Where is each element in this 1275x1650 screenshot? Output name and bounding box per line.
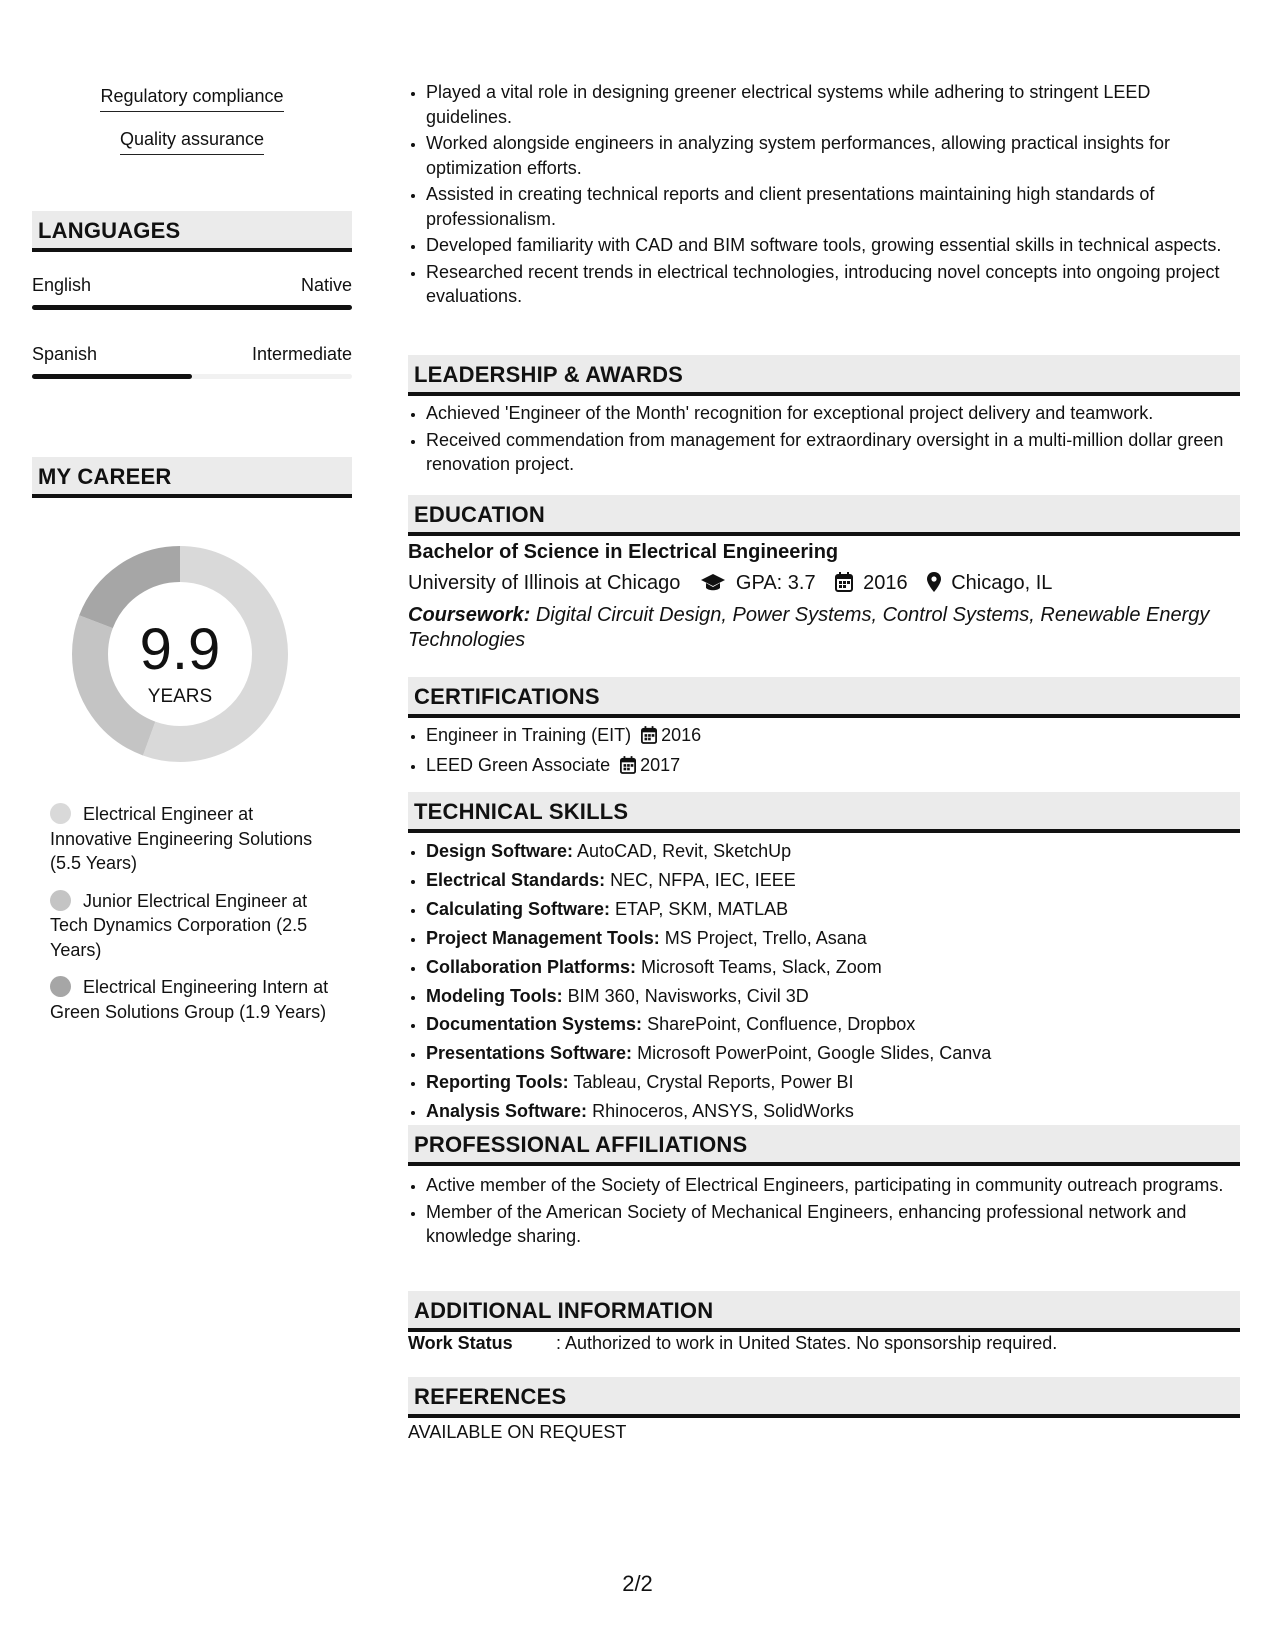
education-year: 2016 — [863, 572, 908, 594]
calendar-icon — [641, 726, 657, 751]
list-item — [426, 983, 1240, 1010]
career-item-text: Electrical Engineer at Innovative Engineering Solutions (5.5 Years) — [50, 804, 313, 873]
list-item: • Worked alongside engineers in analyzing system performances, allowing practical insights for optimization efforts. — [426, 131, 1240, 180]
skill-tag-label: Regulatory compliance — [100, 86, 283, 112]
list-item: • Assisted in creating technical reports and client presentations maintaining high standards of professionalism. — [426, 182, 1240, 231]
skill-label: Calculating Software: — [426, 898, 611, 919]
certifications-list — [408, 723, 1240, 782]
list-item — [426, 1011, 1240, 1038]
list-item — [426, 925, 1240, 952]
education-gpa: GPA: 3.7 — [735, 572, 816, 594]
education-degree: Bachelor of Science in Electrical Engineering — [408, 541, 839, 563]
career-item — [50, 889, 340, 963]
coursework-text: Digital Circuit Design, Power Systems, Control Systems, Renewable Energy Technologies — [408, 604, 1210, 651]
affiliations-heading: PROFESSIONAL AFFILIATIONS — [408, 1125, 1240, 1166]
career-item — [50, 802, 340, 876]
skill-value: NEC, NFPA, IEC, IEEE — [610, 869, 796, 890]
language-level: Intermediate — [251, 344, 352, 364]
career-total-value: 9.9 — [139, 617, 221, 682]
skill-value: MS Project, Trello, Asana — [664, 927, 867, 948]
work-status-value: : Authorized to work in United States. No sponsorship required. — [556, 1333, 1058, 1353]
skill-label: Modeling Tools: — [426, 985, 563, 1006]
references-heading: REFERENCES — [408, 1377, 1240, 1418]
skill-value: BIM 360, Navisworks, Civil 3D — [567, 985, 809, 1006]
page-number: 2/2 — [622, 1571, 653, 1596]
career-total-unit: YEARS — [147, 686, 213, 707]
work-status-label: Work Status — [408, 1333, 513, 1353]
skill-value: Microsoft PowerPoint, Google Slides, Canva — [637, 1043, 992, 1064]
legend-dot — [50, 890, 71, 911]
skill-tag-label: Quality assurance — [120, 129, 264, 155]
additional-info-heading: ADDITIONAL INFORMATION — [408, 1291, 1240, 1332]
coursework-label: Coursework: — [408, 604, 531, 626]
legend-dot — [50, 803, 71, 824]
list-item: • Received commendation from management for extraordinary oversight in a multi-million dollar green renovation project. — [426, 428, 1240, 477]
language-bar — [32, 374, 352, 379]
leadership-heading: LEADERSHIP & AWARDS — [408, 355, 1240, 396]
skill-value: Rhinoceros, ANSYS, SolidWorks — [592, 1101, 854, 1122]
language-bar-fill — [32, 374, 192, 379]
list-item: • Member of the American Society of Mechanical Engineers, enhancing professional network and knowledge sharing. — [426, 1200, 1240, 1249]
technical-skills-heading: TECHNICAL SKILLS — [408, 792, 1240, 833]
education-details — [408, 572, 1052, 598]
list-item — [426, 753, 1240, 781]
skill-label: Electrical Standards: — [426, 869, 606, 890]
list-item: • Active member of the Society of Electrical Engineers, participating in community outreach programs. — [426, 1173, 1240, 1198]
list-item: • Developed familiarity with CAD and BIM software tools, growing essential skills in technical aspects. — [426, 233, 1240, 258]
calendar-icon — [835, 572, 853, 598]
list-item: • Achieved 'Engineer of the Month' recognition for exceptional project delivery and teamwork. — [426, 401, 1240, 426]
list-item — [426, 1069, 1240, 1096]
list-item — [426, 954, 1240, 981]
career-item-text: Junior Electrical Engineer at Tech Dynamics Corporation (2.5 Years) — [50, 890, 308, 960]
career-list — [50, 802, 340, 1037]
education-location: Chicago, IL — [951, 572, 1053, 594]
language-bar — [32, 305, 352, 310]
skill-label: Design Software: — [426, 841, 574, 861]
education-coursework — [408, 603, 1238, 653]
career-heading: MY CAREER — [32, 457, 352, 498]
skill-value: ETAP, SKM, MATLAB — [615, 898, 789, 919]
language-bar-fill — [32, 305, 352, 310]
certification-year: 2017 — [640, 754, 681, 775]
list-item — [426, 1098, 1240, 1125]
career-donut-chart — [66, 540, 294, 768]
list-item — [426, 896, 1240, 923]
skill-label: Presentations Software: — [426, 1043, 633, 1064]
education-heading: EDUCATION — [408, 495, 1240, 536]
career-item-text: Electrical Engineering Intern at Green Solutions Group (1.9 Years) — [50, 977, 329, 1022]
list-item — [426, 867, 1240, 894]
education-school: University of Illinois at Chicago — [408, 572, 681, 594]
skill-value: Microsoft Teams, Slack, Zoom — [641, 956, 882, 977]
list-item: • Played a vital role in designing greener electrical systems while adhering to stringent LEED guidelines. — [426, 80, 1240, 129]
language-name: Spanish — [32, 344, 98, 364]
graduation-cap-icon — [700, 572, 726, 598]
skill-value: Tableau, Crystal Reports, Power BI — [573, 1072, 854, 1093]
skill-label: Documentation Systems: — [426, 1014, 643, 1035]
skill-tag — [32, 86, 352, 112]
languages-heading: LANGUAGES — [32, 211, 352, 252]
list-item — [426, 1040, 1240, 1067]
skill-tag — [32, 129, 352, 155]
leadership-list — [408, 401, 1240, 479]
skill-label: Reporting Tools: — [426, 1072, 569, 1093]
work-status-row — [408, 1333, 1057, 1354]
language-level: Native — [300, 275, 352, 295]
experience-bullet-list — [408, 80, 1240, 311]
skill-label: Analysis Software: — [426, 1101, 588, 1122]
list-item: • Researched recent trends in electrical technologies, introducing novel concepts into ongoing project evaluations. — [426, 260, 1240, 309]
skill-value: SharePoint, Confluence, Dropbox — [647, 1014, 916, 1035]
skill-value: AutoCAD, Revit, SketchUp — [577, 841, 792, 861]
list-item — [426, 838, 1240, 865]
location-pin-icon — [927, 572, 941, 598]
certifications-heading: CERTIFICATIONS — [408, 677, 1240, 718]
certification-name: LEED Green Associate — [426, 754, 611, 775]
list-item — [426, 723, 1240, 751]
certification-year: 2016 — [661, 725, 702, 745]
language-name: English — [32, 275, 92, 295]
career-item — [50, 975, 340, 1024]
calendar-icon — [620, 756, 636, 781]
legend-dot — [50, 976, 71, 997]
technical-skills-list — [408, 838, 1240, 1127]
certification-name: Engineer in Training (EIT) — [426, 725, 632, 745]
skill-label: Project Management Tools: — [426, 927, 660, 948]
references-text: AVAILABLE ON REQUEST — [408, 1422, 627, 1442]
affiliations-list — [408, 1173, 1240, 1251]
skill-label: Collaboration Platforms: — [426, 956, 637, 977]
